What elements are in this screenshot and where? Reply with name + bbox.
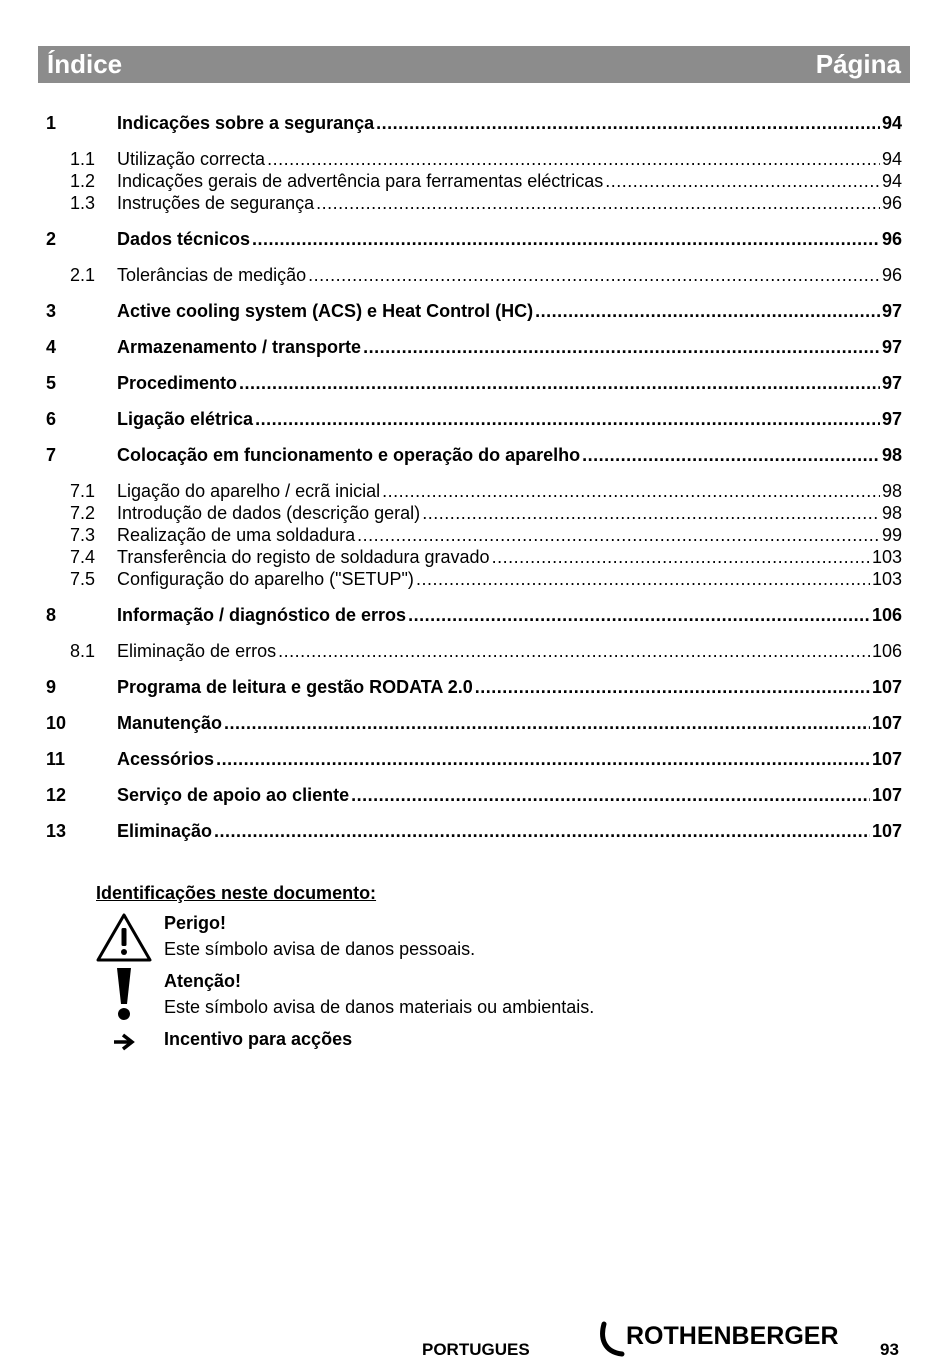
toc-entry-page: 107 <box>871 749 902 769</box>
toc-entry-title: Eliminação <box>117 821 213 841</box>
dot-leader <box>357 524 880 546</box>
toc-entry-title: Acessórios <box>117 749 215 769</box>
toc-entry-number: 1.1 <box>70 149 96 169</box>
dot-leader <box>416 568 870 590</box>
toc-subsection <box>70 264 902 286</box>
footer-language: PORTUGUES <box>422 1340 530 1359</box>
toc-entry-page: 96 <box>881 265 902 285</box>
toc-section <box>46 712 902 734</box>
toc-subsection <box>70 546 902 568</box>
toc-entry-page: 103 <box>871 547 902 567</box>
index-header <box>38 46 910 83</box>
toc-entry-title: Instruções de segurança <box>117 193 315 213</box>
dot-leader <box>382 480 880 502</box>
page-number: 93 <box>880 1340 899 1359</box>
toc-entry-page: 107 <box>871 785 902 805</box>
toc-entry-title: Active cooling system (ACS) e Heat Control (HC) <box>117 301 534 321</box>
dot-leader <box>214 820 870 842</box>
toc-entry-page: 94 <box>881 149 902 169</box>
toc-subsection <box>70 170 902 192</box>
toc-entry-page: 97 <box>881 301 902 321</box>
toc-entry-number: 7.1 <box>70 481 96 501</box>
toc-section <box>46 336 902 358</box>
toc-entry-title: Indicações gerais de advertência para ferramentas eléctricas <box>117 171 604 191</box>
toc-entry-title: Colocação em funcionamento e operação do aparelho <box>117 445 581 465</box>
exclamation-icon <box>114 966 134 1029</box>
toc-entry-number: 5 <box>46 373 57 393</box>
toc-entry-number: 13 <box>46 821 67 841</box>
legend-title: Identificações neste documento: <box>96 883 377 903</box>
dot-leader <box>252 228 880 250</box>
dot-leader <box>475 676 870 698</box>
dot-leader <box>216 748 870 770</box>
dot-leader <box>376 112 880 134</box>
legend-attention-text: Este símbolo avisa de danos materiais ou ambientais. <box>164 997 595 1017</box>
toc-subsection <box>70 148 902 170</box>
toc-entry-title: Tolerâncias de medição <box>117 265 307 285</box>
toc-section <box>46 300 902 322</box>
toc-entry-title: Utilização correcta <box>117 149 266 169</box>
toc-entry-number: 7.3 <box>70 525 96 545</box>
toc-entry-page: 94 <box>881 171 902 191</box>
toc-entry-number: 9 <box>46 677 57 697</box>
toc-section <box>46 748 902 770</box>
table-of-contents <box>46 112 902 842</box>
dot-leader <box>308 264 880 286</box>
toc-entry-page: 97 <box>881 337 902 357</box>
toc-entry-number: 12 <box>46 785 67 805</box>
arrow-right-icon <box>112 1032 136 1059</box>
toc-entry-title: Armazenamento / transporte <box>117 337 362 357</box>
toc-entry-page: 107 <box>871 677 902 697</box>
toc-entry-title: Transferência do registo de soldadura gravado <box>117 547 490 567</box>
toc-section <box>46 676 902 698</box>
toc-section <box>46 112 902 134</box>
toc-entry-page: 106 <box>871 605 902 625</box>
toc-entry-page: 99 <box>881 525 902 545</box>
legend-item-action <box>96 1026 796 1052</box>
toc-entry-number: 8 <box>46 605 57 625</box>
dot-leader <box>255 408 880 430</box>
toc-entry-title: Configuração do aparelho ("SETUP") <box>117 569 414 589</box>
toc-entry-page: 96 <box>881 229 902 249</box>
toc-section <box>46 820 902 842</box>
toc-entry-title: Introdução de dados (descrição geral) <box>117 503 421 523</box>
toc-entry-title: Programa de leitura e gestão RODATA 2.0 <box>117 677 473 697</box>
dot-leader <box>422 502 880 524</box>
toc-subsection <box>70 568 902 590</box>
dot-leader <box>535 300 880 322</box>
toc-entry-number: 8.1 <box>70 641 96 661</box>
toc-entry-page: 96 <box>881 193 902 213</box>
toc-entry-number: 1 <box>46 113 57 133</box>
toc-entry-title: Informação / diagnóstico de erros <box>117 605 407 625</box>
toc-entry-title: Realização de uma soldadura <box>117 525 356 545</box>
toc-entry-page: 103 <box>871 569 902 589</box>
toc-entry-page: 94 <box>881 113 902 133</box>
toc-entry-number: 1.2 <box>70 171 96 191</box>
toc-section <box>46 372 902 394</box>
toc-entry-title: Indicações sobre a segurança <box>117 113 375 133</box>
toc-entry-number: 7.5 <box>70 569 96 589</box>
legend-item-attention <box>96 968 796 1020</box>
toc-entry-number: 1.3 <box>70 193 96 213</box>
toc-subsection <box>70 524 902 546</box>
toc-entry-page: 98 <box>881 503 902 523</box>
toc-section <box>46 228 902 250</box>
toc-entry-title: Serviço de apoio ao cliente <box>117 785 350 805</box>
legend-danger-heading: Perigo! <box>164 913 227 933</box>
toc-entry-number: 2.1 <box>70 265 96 285</box>
toc-entry-number: 3 <box>46 301 57 321</box>
svg-text:ROTHENBERGER: ROTHENBERGER <box>626 1322 839 1350</box>
warning-triangle-icon <box>96 912 152 969</box>
toc-entry-number: 2 <box>46 229 57 249</box>
dot-leader <box>224 712 870 734</box>
toc-entry-page: 97 <box>881 373 902 393</box>
toc-entry-page: 106 <box>871 641 902 661</box>
legend-danger-text: Este símbolo avisa de danos pessoais. <box>164 939 476 959</box>
dot-leader <box>582 444 880 466</box>
page-column-label: Página <box>815 49 901 79</box>
dot-leader <box>278 640 870 662</box>
dot-leader <box>605 170 880 192</box>
legend-item-danger <box>96 910 796 962</box>
toc-entry-number: 4 <box>46 337 57 357</box>
toc-entry-number: 6 <box>46 409 57 429</box>
toc-entry-page: 97 <box>881 409 902 429</box>
toc-entry-title: Dados técnicos <box>117 229 251 249</box>
toc-entry-title: Ligação do aparelho / ecrã inicial <box>117 481 381 501</box>
toc-section <box>46 408 902 430</box>
toc-entry-number: 7 <box>46 445 57 465</box>
toc-entry-number: 7.4 <box>70 547 96 567</box>
toc-subsection <box>70 192 902 214</box>
toc-entry-page: 107 <box>871 713 902 733</box>
toc-section <box>46 604 902 626</box>
toc-entry-number: 7.2 <box>70 503 96 523</box>
toc-section <box>46 444 902 466</box>
toc-section <box>46 784 902 806</box>
toc-entry-number: 11 <box>46 749 66 769</box>
legend <box>96 883 796 1052</box>
dot-leader <box>267 148 880 170</box>
dot-leader <box>351 784 870 806</box>
dot-leader <box>316 192 880 214</box>
toc-entry-title: Manutenção <box>117 713 223 733</box>
dot-leader <box>408 604 870 626</box>
toc-entry-title: Ligação elétrica <box>117 409 254 429</box>
toc-entry-page: 107 <box>871 821 902 841</box>
index-title: Índice <box>47 49 123 79</box>
toc-subsection <box>70 640 902 662</box>
rothenberger-logo <box>600 1320 852 1358</box>
toc-entry-title: Eliminação de erros <box>117 641 277 661</box>
toc-subsection <box>70 480 902 502</box>
toc-subsection <box>70 502 902 524</box>
toc-entry-page: 98 <box>881 481 902 501</box>
toc-entry-title: Procedimento <box>117 373 238 393</box>
dot-leader <box>492 546 870 568</box>
legend-attention-heading: Atenção! <box>164 971 242 991</box>
dot-leader <box>239 372 880 394</box>
toc-entry-number: 10 <box>46 713 67 733</box>
toc-entry-page: 98 <box>881 445 902 465</box>
dot-leader <box>363 336 880 358</box>
legend-action-heading: Incentivo para acções <box>164 1029 353 1049</box>
